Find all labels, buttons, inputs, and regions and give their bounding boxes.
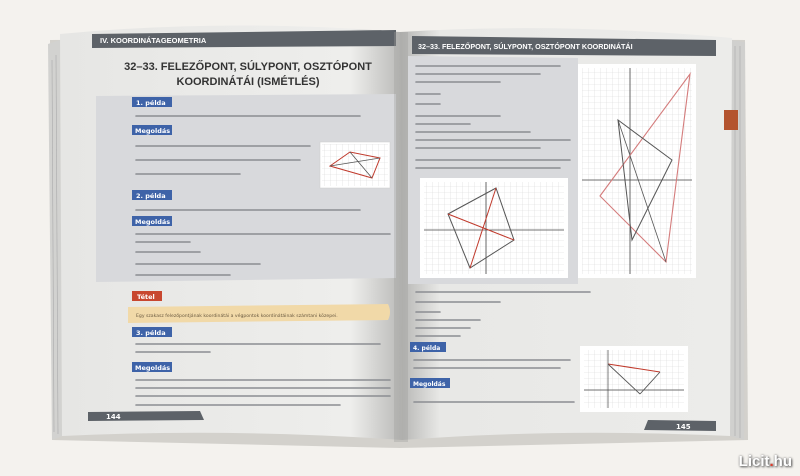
tetel-label: Tétel: [137, 293, 155, 301]
example2-label: 2. példa: [136, 192, 166, 200]
bookmark-ribbon: [724, 110, 738, 130]
right-header: 32–33. FELEZŐPONT, SÚLYPONT, OSZTÓPONT KOORDINÁTÁI: [418, 42, 633, 51]
left-page-number: 144: [106, 413, 121, 421]
example4-diagram: [580, 346, 688, 412]
spine-shadow: [394, 32, 408, 442]
right-page-edges: [730, 40, 745, 440]
chapter-header: IV. KOORDINÁTAGEOMETRIA: [100, 36, 207, 45]
right-tall-diagram: [578, 64, 696, 278]
solution1-label: Megoldás: [135, 127, 171, 135]
example1-diagram: [320, 142, 390, 188]
solution3-label: Megoldás: [135, 364, 171, 372]
example1-label: 1. példa: [136, 99, 166, 107]
solution4-label: Megoldás: [413, 381, 446, 388]
left-title-line2: KOORDINÁTÁI (ISMÉTLÉS): [176, 76, 320, 88]
left-page-edges: [48, 40, 62, 440]
example3-label: 3. példa: [136, 329, 166, 337]
watermark: Licit.hu: [738, 453, 792, 470]
tetel-text: Egy szakasz felezőpontjának koordinátái a végpontok koordinátáinak számtani közepei.: [136, 314, 338, 319]
left-title-line1: 32–33. FELEZŐPONT, SÚLYPONT, OSZTÓPONT: [124, 61, 372, 73]
solution2-label: Megoldás: [135, 218, 171, 226]
right-page-number: 145: [676, 423, 691, 431]
right-middle-diagram: [420, 178, 568, 278]
example4-label: 4. példa: [413, 345, 441, 352]
